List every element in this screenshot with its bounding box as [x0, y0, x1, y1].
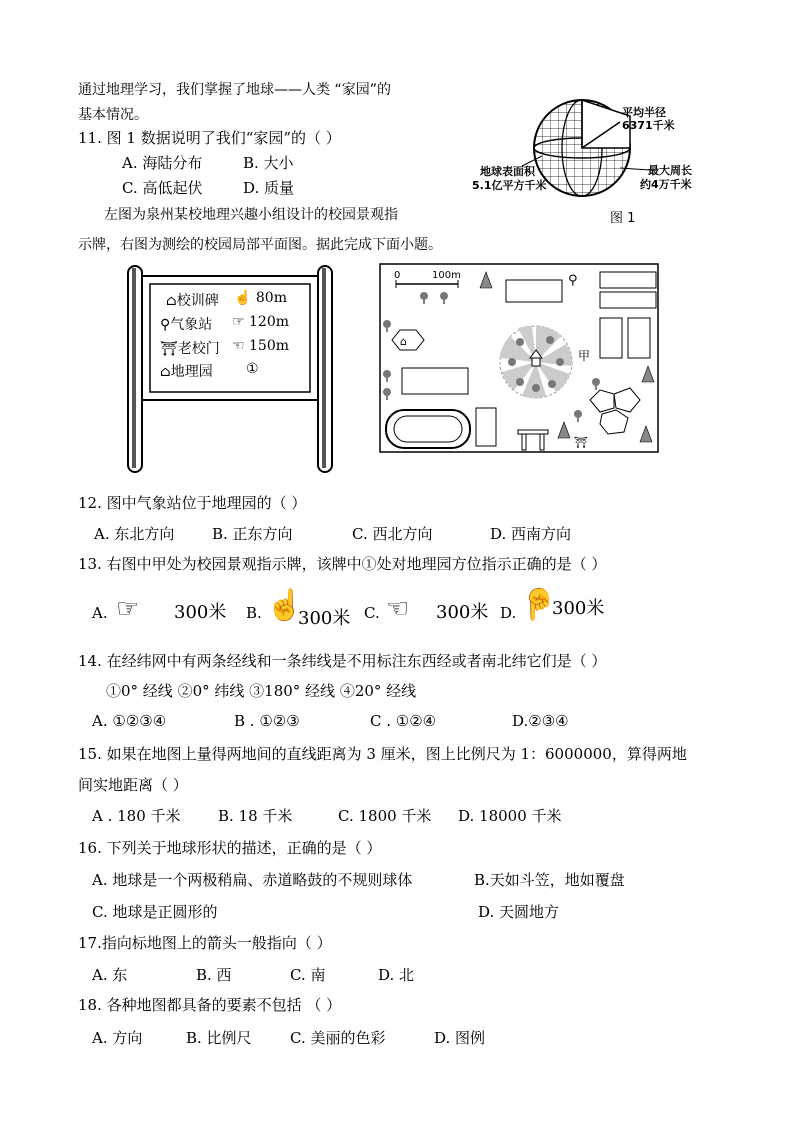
fig1-area-label-1: 地球表面积	[480, 165, 535, 178]
q18-stem: 18. 各种地图都具备的要素不包括 （ ）	[78, 996, 342, 1014]
globe-diagram	[470, 96, 710, 230]
weather-station-icon: ⚲	[568, 273, 578, 288]
q18-option-b[interactable]: B. 比例尺	[186, 1029, 252, 1047]
building	[506, 280, 562, 302]
intro-line-1: 通过地理学习，我们掌握了地球——人类 “家园”的	[78, 82, 391, 98]
garden-icon: ⌂	[160, 364, 171, 380]
sign-row-school-motto: ⌂校训碑	[166, 293, 219, 309]
q18-option-a[interactable]: A. 方向	[92, 1029, 143, 1047]
q17-option-a[interactable]: A. 东	[92, 966, 128, 984]
sign-dist-geo-garden: ①	[246, 361, 259, 377]
q18-option-d[interactable]: D. 图例	[434, 1029, 486, 1047]
sign-dist-old-gate: ☜ 150m	[232, 338, 290, 354]
hand-right-icon: ☞	[232, 314, 245, 330]
q15-option-a[interactable]: A . 180 千米	[92, 807, 181, 825]
school-motto-monument	[518, 430, 548, 434]
gate-icon: ⌂	[400, 335, 407, 348]
q11-option-c[interactable]: C. 高低起伏	[122, 179, 203, 197]
q14-option-a[interactable]: A. ①②③④	[92, 712, 167, 730]
q13-option-d-dist: 300米	[552, 598, 605, 619]
fig1-caption: 图 1	[610, 211, 636, 226]
intro-line-2: 基本情况。	[78, 107, 148, 123]
building	[600, 272, 656, 288]
sign-dist-school-motto: ☝ 80m	[234, 290, 287, 306]
gate-icon: ⛩	[574, 436, 588, 449]
fig1-radius-label-2: 6371千米	[622, 119, 675, 132]
sign-board-figure	[124, 262, 342, 474]
figure-1	[470, 96, 710, 230]
building	[600, 318, 622, 358]
q17-option-c[interactable]: C. 南	[290, 966, 326, 984]
sign-row-geo-garden: ⌂地理园	[160, 364, 213, 380]
q13-option-a[interactable]: A.	[92, 604, 108, 622]
building	[600, 292, 656, 308]
geo-garden	[500, 326, 572, 398]
q16-option-a[interactable]: A. 地球是一个两极稍扁、赤道略鼓的不规则球体	[92, 871, 413, 889]
q14-option-b[interactable]: B . ①②③	[234, 712, 300, 730]
fig1-radius-label-1: 平均半径	[622, 106, 666, 119]
q11-option-d[interactable]: D. 质量	[243, 179, 295, 197]
q14-option-d[interactable]: D.②③④	[512, 712, 569, 730]
gate-icon: ⛩	[160, 341, 178, 357]
q13-option-c[interactable]: C.	[364, 604, 380, 622]
q18-option-c[interactable]: C. 美丽的色彩	[290, 1029, 386, 1047]
q15-option-b[interactable]: B. 18 千米	[218, 807, 293, 825]
campus-map-figure	[378, 262, 660, 454]
q13-option-b-dist: 300米	[298, 608, 351, 629]
q15-option-d[interactable]: D. 18000 千米	[458, 807, 562, 825]
q17-option-d[interactable]: D. 北	[378, 966, 415, 984]
q15-stem: 15. 如果在地图上量得两地间的直线距离为 3 厘米，图上比例尺为 1：6000000，算得两地	[78, 745, 687, 763]
building	[628, 318, 650, 358]
building	[402, 368, 468, 394]
sign-row-weather-station: ⚲气象站	[160, 317, 213, 333]
hand-up-icon: ☝	[266, 588, 304, 623]
fig1-circ-label-1: 最大周长	[648, 164, 692, 177]
q11-option-a[interactable]: A. 海陆分布	[122, 154, 203, 172]
q13-option-d[interactable]: D.	[500, 604, 517, 622]
map-label-jia: 甲	[578, 349, 591, 363]
q16-option-b[interactable]: B.天如斗笠，地如覆盘	[474, 871, 625, 889]
scale-100m: 100m	[432, 270, 461, 281]
weather-station-icon: ⚲	[160, 317, 171, 333]
q13-stem: 13. 右图中甲处为校园景观指示牌，该牌中①处对地理园方位指示正确的是（ ）	[78, 555, 607, 573]
q14-option-c[interactable]: C . ①②④	[370, 712, 437, 730]
building	[476, 408, 496, 446]
q15-option-c[interactable]: C. 1800 千米	[338, 807, 432, 825]
q12-stem: 12. 图中气象站位于地理园的（ ）	[78, 494, 307, 512]
q16-option-d[interactable]: D. 天圆地方	[478, 903, 560, 921]
hand-down-icon: ☝	[520, 586, 558, 621]
q16-stem: 16. 下列关于地球形状的描述，正确的是（ ）	[78, 839, 382, 857]
q11-stem: 11. 图 1 数据说明了我们“家园”的（ ）	[78, 129, 341, 147]
hand-left-icon: ☜	[232, 338, 245, 354]
q13-option-c-dist: 300米	[436, 602, 489, 623]
passage-line-1: 左图为泉州某校地理兴趣小组设计的校园景观指	[104, 207, 398, 223]
q12-option-d[interactable]: D. 西南方向	[490, 525, 572, 543]
hand-right-icon: ☞	[116, 594, 140, 624]
fig1-circ-label-2: 约4万千米	[640, 178, 692, 191]
q12-option-b[interactable]: B. 正东方向	[212, 525, 293, 543]
scale-zero: 0	[394, 270, 401, 281]
q14-stem: 14. 在经纬网中有两条经线和一条纬线是不用标注东西经或者南北纬它们是（ ）	[78, 652, 607, 670]
passage-line-2: 示牌，右图为测绘的校园局部平面图。据此完成下面小题。	[78, 237, 442, 253]
hand-left-icon: ☜	[386, 594, 410, 624]
q16-option-c[interactable]: C. 地球是正圆形的	[92, 903, 218, 921]
q15-stem-2: 间实地距离（ ）	[78, 776, 188, 794]
q14-items: ①0° 经线 ②0° 纬线 ③180° 经线 ④20° 经线	[106, 682, 417, 700]
sign-dist-weather-station: ☞ 120m	[232, 314, 290, 330]
q12-option-a[interactable]: A. 东北方向	[94, 525, 175, 543]
q11-option-b[interactable]: B. 大小	[243, 154, 294, 172]
q17-option-b[interactable]: B. 西	[196, 966, 232, 984]
q12-option-c[interactable]: C. 西北方向	[352, 525, 433, 543]
hand-up-icon: ☝	[234, 290, 252, 306]
q17-stem: 17.指向标地图上的箭头一般指向（ ）	[78, 934, 332, 952]
monument-icon: ⌂	[166, 293, 177, 309]
sign-row-old-gate: ⛩老校门	[160, 341, 220, 357]
q13-option-b[interactable]: B.	[246, 604, 262, 622]
q13-option-a-dist: 300米	[174, 602, 227, 623]
fig1-area-label-2: 5.1亿平方千米	[472, 179, 547, 192]
